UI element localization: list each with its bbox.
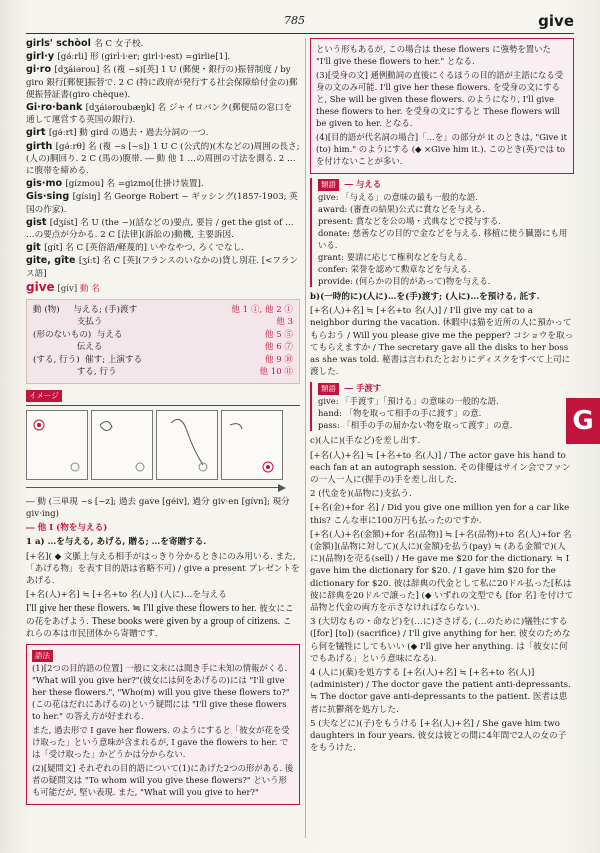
definition-paragraph: c)(人に)(手など)を差し出す. (310, 436, 421, 447)
sense-row (33, 304, 293, 316)
image-illustration (26, 405, 300, 480)
entry-text: [dʒíst] 名 U (the ~)(話などの)要点, 要旨 / get the gist of … …の要点が分かる. 2 C [法律](訴訟の)動機, 主要訴因. (26, 217, 294, 241)
entry-text: [dʒáiərou] 名 (複 ~s)[英] 1 U (郵便・銀行の)振替制度 / by giro 銀行[郵便]振替で. 2 C (特に政府が発行する社会保障給付金の)郵便振替証書(giro chèque). (26, 65, 298, 100)
section-head: ― 他 I (物を与える) (26, 523, 108, 534)
def-1: 1 a) …を与える, あげる, 贈る; …を寄贈する. (26, 537, 207, 548)
entry-headword: git (26, 242, 45, 254)
synonym-item: donate: 慈善などの目的で金などを与える. 移植に使う臓器にも用いる. (318, 228, 568, 250)
header-rule (26, 33, 574, 34)
sense-ref: 他 1 ①, 他 2 ① (231, 305, 293, 316)
synonym-item: hand: 「物を取って相手の手に渡す」の意. (318, 408, 482, 419)
usage-p3: (2)[疑問文] それぞれの目的語について(1)にあげた2つの形がある. 後者の疑問文は "To whom will you give these flowers?" という形も可能だが, 堅い表現. また, "What will you give to her?" (32, 762, 294, 797)
entry-text: [gə́ːrli] 形 (girl·i·er; girl·i·est) =girlie[1]. (57, 52, 231, 63)
def-1-note: [+名]( ◆ 文脈上与える相手がはっきり分かるときにのみ用いる. また,「あげる物」を表す目的語は省略不可) / give a present プレゼントをあげる. (26, 551, 300, 586)
dictionary-entry (26, 141, 300, 178)
entry-text: [gízmou] 名 =gizmo[仕掛け装置]. (65, 179, 204, 190)
entry-headword: Gis·sing (26, 191, 73, 203)
synonym-item: give: 「与える」の意味の最も一般的な語. (318, 192, 478, 202)
synonym-head: ― 与える (344, 179, 382, 189)
illustration-panel-1 (26, 410, 88, 480)
hand-icon (27, 411, 87, 479)
illustration-panel-3 (156, 410, 218, 480)
synonym-item: present: 賞などを公の場・式典などで授与する. (318, 216, 501, 226)
page-header (0, 14, 600, 34)
sense-label: (形のないもの) 与える (33, 329, 123, 340)
definition-paragraph: 3 (大切なもの・命など)を(…に)ささげる, (…のために)犠牲にする ([for] [to]) (sacrifice) / I'll give anything for her. 彼女のためなら何を犠牲にしてもいい (◆ I'll give her anything. は「彼女に何でもあげる」という意味になる). (310, 617, 571, 664)
usage-note-cont (310, 38, 574, 174)
sense-row (33, 341, 293, 353)
definition-paragraph: 4 (人に)(薬)を処方する [+名(人)+名] ≒ [+名+to 名(人)] (administer) / The doctor gave the patient anti-depressants. ≒ The doctor gave anti-depressants to the patient. 医者は患者に抗鬱剤を処方した. (310, 668, 571, 715)
sense-ref: 他 3 (276, 317, 293, 328)
illustration-panel-4 (221, 410, 283, 480)
synonym-item: confer: 栄誉を認めて勲章などを与える. (318, 264, 471, 274)
definition-paragraph: 5 (夫などに)(子)をもうける [+名(人)+名] / She gave him two daughters in four years. 彼女は彼との間に4年間で2人の女の子をもうけた. (310, 718, 567, 754)
dictionary-entry (26, 178, 300, 190)
definition-paragraph: 2 (代金を)(品物に)支払う. (310, 489, 412, 500)
sense-label: する, 行う (33, 367, 117, 378)
right-top-p3: (4)[目的語が代名詞の場合]「…を」の部分が it のときは, "Give it (to) him." のようにする (◆ ×Give him it.). このとき(英)では to を付けないことが多い. (316, 132, 567, 166)
synonym2-head: ― 手渡す (344, 383, 382, 394)
sense-row (33, 329, 293, 341)
entry-list (26, 38, 300, 280)
entry-headword: girth (26, 140, 56, 152)
def-1b-examples: [+名(人)+名] ≒ [+名+to 名(人)] / I'll give my cat to a neighbor during the vacation. 休暇中は猫を近所の人に預かってもらおう / Will you please give me the pepper? コショウを取ってもらえますか / The secretary gave all the disks to her boss as she was told. 秘書は言われたとおりにディスクをすべて上司に渡した. (310, 306, 574, 378)
arrow-icon (26, 484, 286, 492)
synonym-item: give: 「手渡す」「預ける」の意味の一般的な語. (318, 396, 499, 407)
give-pron: [gív] (57, 283, 78, 294)
sense-label: 伝える (33, 342, 103, 353)
synonym-item: provide: (何らかの目的があって)物を与える. (318, 276, 491, 286)
image-label: イメージ (26, 390, 62, 402)
example-1-jp: 彼女にこの花をあげよう. (26, 604, 294, 627)
entry-text: [gít] 名 C [英俗語/軽蔑的] いやなやつ, ろくでなし. (44, 243, 244, 254)
object-icon (92, 411, 152, 479)
dictionary-entry (26, 217, 300, 241)
entry-text: [gísiŋ] 名 George Robert ~ ギッシング(1857-1903; 英国の作家). (26, 192, 298, 215)
receive-icon (222, 411, 282, 479)
right-column (310, 38, 574, 757)
illustration-panel-2 (91, 410, 153, 480)
synonym-list (318, 191, 574, 287)
definition-paragraph: [+名(人)+名] ≒ [+名+to 名(人)] / The actor gave his hand to each fan at an autograph session. その俳優はサイン会でファンの一人一人に(握手の)手を差し出した. (310, 450, 571, 486)
give-headword: give (26, 279, 55, 294)
dictionary-entry (26, 191, 300, 215)
dictionary-entry (26, 102, 300, 126)
dictionary-entry (26, 64, 300, 101)
guide-word: give (538, 12, 574, 30)
def-1-pattern: [+名(人)+名] ≒ [+名+to 名(人)] (人に)…を与える (26, 590, 227, 601)
synonym-box-give (310, 178, 574, 287)
column-divider (305, 38, 306, 838)
give-forms: ― 動 (三単現 ~s [~z]; 過去 gave [géiv], 過分 giv·en [gívn]; 現分 giv·ing) (26, 496, 290, 519)
entry-text: [gə́ːrθ] 名 (複 ~s [~s]) 1 U C (公式的)(木などの)周囲の長さ;(人の)胴回り. 2 C (馬の)腹帯. ― 動 他 1 …の周囲の寸法を測る. 2 …に腹帯を締める. (26, 141, 300, 177)
entry-headword: gi·ro (26, 64, 55, 76)
usage-p1: (1)[2つの目的語の位置] 一般に文末には聞き手に未知の情報がくる. "What will you give her?"(彼女には何をあげるの)には "I'll give her these flowers.", "Who(m) will you give these flowers to?"(この花はだれにあげるの)という疑問には "I'll give these flowers to her." の答え方が好まれる. (32, 662, 290, 721)
synonym-item: grant: 要請に応じて権利などを与える. (318, 252, 467, 262)
synonym-tag: 類語 (318, 179, 339, 191)
def-1b: b)(一時的に)(人に)…を(手)渡す; (人に)…を預ける, 託す. (310, 292, 540, 302)
page-number: 785 (284, 14, 305, 27)
entry-headword: girt (26, 127, 49, 139)
sense-summary-table (26, 299, 300, 383)
synonym-box-hand (310, 382, 574, 431)
entry-headword: girl·y (26, 51, 58, 63)
entry-headword: gite, gîte (26, 255, 79, 267)
sense-label: 支払う (33, 317, 103, 328)
index-tab: G (566, 398, 600, 444)
synonym-item: award: (審査の結果)公式に賞などを与える. (318, 204, 485, 214)
right-top-p1: という形もあるが, この場合は these flowers に強勢を置いた "I'll give these flowers to her." となる. (316, 44, 551, 66)
sense-label: 動 (物) 与える; (手)渡す (33, 305, 138, 316)
entry-headword: girls' schòol (26, 38, 95, 49)
dictionary-entry (26, 51, 300, 63)
sense-row (33, 316, 293, 328)
usage-note (26, 644, 300, 805)
entry-text: [ʒíːt] 名 C [英](フランスのいなかの)貸し別荘. [<フランス語] (26, 256, 299, 279)
definition-paragraph: [+名(金)+for 名] / Did you give one million yen for a car like this? こんな車に100万円も払ったのですか. (310, 503, 570, 526)
right-rest (310, 435, 574, 754)
give-entry-head (26, 281, 300, 295)
sense-ref: 他 9 ⑩ (264, 354, 293, 365)
synonym2-list (318, 395, 574, 431)
example-1: I'll give her these flowers. ≒ I'll give these flowers to her. (26, 603, 257, 615)
entry-text: [gə́ːrt] 動 gird の過去・過去分詞の一つ. (48, 128, 209, 139)
entry-text: 名 C 女子校. (94, 39, 144, 49)
usage-tag: 語法 (32, 650, 53, 662)
usage-p2: また, 過去形で I gave her flowers. のようにすると「彼女が花を受け取った」という意味が含まれるが, I gave the flowers to her. では「受け取った」かどうかは分からない. (32, 724, 290, 759)
sense-ref: 他 10 ⑪ (259, 367, 293, 378)
sense-ref: 他 6 ⑦ (264, 342, 293, 353)
sense-ref: 他 5 ⑤ (264, 329, 293, 340)
entry-headword: gist (26, 216, 50, 228)
example-2: These books were given by a group of citizens. (91, 615, 281, 627)
left-column (26, 38, 300, 805)
dictionary-entry (26, 242, 300, 254)
dictionary-entry (26, 38, 300, 50)
motion-icon (157, 411, 217, 479)
sense-row (33, 366, 293, 378)
entry-headword: gis·mo (26, 178, 66, 190)
synonym2-tag: 類語 (318, 383, 339, 395)
give-pos-tag: 動 名 (79, 283, 100, 294)
sense-row (33, 354, 293, 366)
right-top-p2: (3)[受身の文] 通例動詞の直後にくるほうの目的語が主語になる受身の文のみ可能. I'll give her these flowers. を受身の文にすると, She will be given these flowers. のようになり, I'll give these flowers to her. を受身の文にすると These flowers will be given to her. となる. (316, 70, 564, 128)
definition-paragraph: [+名(人)+名(金額)+for 名(品物)] ≒ [+名(品物)+to 名(人)+for 名(金額)](品物に対して)(人に)(金額)を払う(pay) ≒ (ある金額で)(人に)(品物)を売る(sell) / He gave me $20 for the dictionary. ≒ I gave him the dictionary for $20. / I gave him $20 for the dictionary for $20. 彼は辞典の代金として私に20ドル払った[私は彼に辞典を20ドルで譲った] (◆ いずれの文型でも [for 名] を付けて品物と代金の両方を示さなければならない). (310, 529, 574, 614)
dictionary-entry (26, 255, 300, 279)
example-2-jp: これらの本は市民団体から寄贈です. (26, 616, 292, 639)
sense-label: (する, 行う) 催す; 上演する (33, 354, 143, 365)
entry-text: [dʒáiəroubæŋk] 名 ジャイロバンク(郵便局の窓口を通して運営する英国の銀行). (26, 103, 293, 126)
synonym-item: pass: 「相手の手の届かない物を取って渡す」の意. (318, 420, 513, 431)
dictionary-entry (26, 127, 300, 139)
entry-headword: Gi·ro·bank (26, 102, 86, 114)
